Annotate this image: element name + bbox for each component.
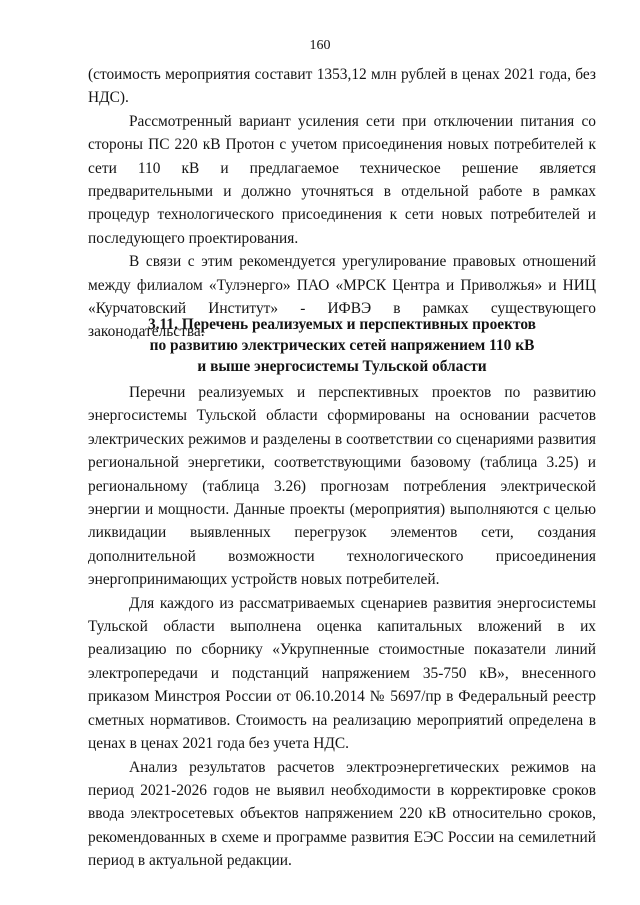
section-text-block xyxy=(88,381,596,873)
paragraph-legal-relations: В связи с этим рекомендуется урегулирование правовых отношений между филиалом «Тулэнерго» ПАО «МРСК Центра и Приволжья» и НИЦ «Курчатовский Институт» - ИФВЭ в рамках существующего законодательства. xyxy=(88,253,596,341)
paragraph-analysis-results: Анализ результатов расчетов электроэнергетических режимов на период 2021-2026 годов не выявил необходимости в корректировке сроков ввода электросетевых объектов напряжением 220 кВ относительно сроков, рекомендованных в схеме и программе развития ЕЭС России на семилетний период в актуальной редакции. xyxy=(88,758,596,870)
section-heading-line-1: 3.11. Перечень реализуемых и перспективных проектов xyxy=(148,316,536,333)
section-heading-line-2: по развитию электрических сетей напряжением 110 кВ xyxy=(149,337,535,354)
paragraph-network-reinforcement: Рассмотренный вариант усиления сети при отключении питания со стороны ПС 220 кВ Протон с учетом присоединения новых потребителей к сети 110 кВ и предлагаемое техническое решение является предварительными и должно уточняться в отдельной работе в рамках процедур технологического присоединения к сети новых потребителей и последующего проектирования. xyxy=(88,112,596,247)
page-number: 160 xyxy=(309,38,331,53)
section-heading xyxy=(88,314,596,377)
paragraph-cost-note: (стоимость мероприятия составит 1353,12 млн рублей в ценах 2021 года, без НДС). xyxy=(88,66,596,107)
paragraph-project-lists: Перечни реализуемых и перспективных проектов по развитию энергосистемы Тульской области сформированы на основании расчетов электрических режимов и разделены в соответствии со сценариями развития региональной энергетики, соответствующими базовому (таблица 3.25) и региональному (таблица 3.26) прогнозам потребления электрической энергии и мощности. Данные проекты (мероприятия) выполняются с целью ликвидации выявленных перегрузок элементов сети, создания дополнительной возможности технологического присоединения энергопринимающих устройств новых потребителей. xyxy=(88,384,596,589)
section-heading-line-3: и выше энергосистемы Тульской области xyxy=(197,358,487,375)
intro-text-block xyxy=(88,63,596,344)
paragraph-capital-investments: Для каждого из рассматриваемых сценариев развития энергосистемы Тульской области выполнена оценка капитальных вложений в их реализацию по сборнику «Укрупненные стоимостные показатели линий электропередачи и подстанций напряжением 35-750 кВ», внесенного приказом Минстроя России от 06.10.2014 № 5697/пр в Федеральный реестр сметных нормативов. Стоимость на реализацию мероприятий определена в ценах в ценах 2021 года без учета НДС. xyxy=(88,594,596,753)
